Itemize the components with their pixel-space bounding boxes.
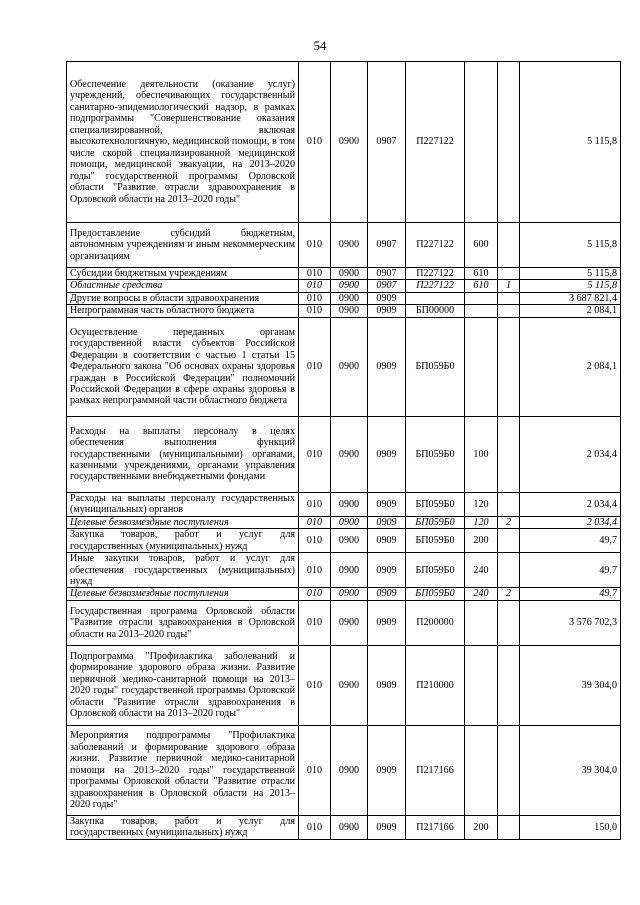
subsection-code: 0907 (368, 62, 406, 223)
row-name: Мероприятия подпрограммы "Профилактика заболеваний и формирование здорового образа жизни. Развитие первичной медико-санитарной помощи на 2013–2020 годы" государственной программы Орловской области "Развитие отрасли здравоохранения в Орловской области на 2013–2020 годы" (67, 725, 299, 815)
row-name: Предоставление субсидий бюджетным, автономным учреждениям и иным некоммерческим организациям (67, 223, 299, 268)
funding-source-code (498, 268, 520, 280)
subsection-code: 0909 (368, 645, 406, 725)
grbs-code: 010 (299, 492, 331, 516)
amount: 150,0 (520, 815, 621, 839)
expense-type-code: 600 (465, 223, 498, 268)
funding-source-code (498, 416, 520, 492)
expense-type-code: 100 (465, 416, 498, 492)
expense-type-code: 610 (465, 268, 498, 280)
subsection-code: 0909 (368, 492, 406, 516)
grbs-code: 010 (299, 553, 331, 588)
section-code: 0900 (331, 588, 368, 600)
subsection-code: 0909 (368, 317, 406, 416)
row-name: Областные средства (67, 280, 299, 292)
row-name: Осуществление переданных органам государственной власти субъектов Российской Федерации в соответствии с частью 1 статьи 15 Федерального закона "Об основах охраны здоровья граждан в Российской Федерации" полномочий Российской Федерации в сфере охраны здоровья в рамках непрограммной части областного бюджета (67, 317, 299, 416)
expense-type-code (465, 317, 498, 416)
expense-type-code: 240 (465, 553, 498, 588)
funding-source-code: 2 (498, 588, 520, 600)
section-code: 0900 (331, 529, 368, 553)
section-code: 0900 (331, 725, 368, 815)
table-row (67, 280, 621, 292)
grbs-code: 010 (299, 645, 331, 725)
section-code: 0900 (331, 317, 368, 416)
table-row (67, 416, 621, 492)
row-name: Иные закупки товаров, работ и услуг для обеспечения государственных (муниципальных) нужд (67, 553, 299, 588)
grbs-code: 010 (299, 588, 331, 600)
amount: 5 115,8 (520, 62, 621, 223)
row-name: Расходы на выплаты персоналу в целях обеспечения выполнения функций государственными (муниципальными) органами, казенными учреждениями, органами управления государственными внебюджетными фондами (67, 416, 299, 492)
grbs-code: 010 (299, 725, 331, 815)
funding-source-code (498, 223, 520, 268)
row-name: Расходы на выплаты персоналу государственных (муниципальных) органов (67, 492, 299, 516)
funding-source-code (498, 815, 520, 839)
expense-type-code (465, 292, 498, 304)
table-row (67, 317, 621, 416)
subsection-code: 0909 (368, 416, 406, 492)
amount: 3 576 702,3 (520, 600, 621, 645)
section-code: 0900 (331, 268, 368, 280)
subsection-code: 0909 (368, 815, 406, 839)
grbs-code: 010 (299, 292, 331, 304)
expense-type-code: 240 (465, 588, 498, 600)
amount: 5 115,8 (520, 223, 621, 268)
row-name: Обеспечение деятельности (оказание услуг) учреждений, обеспечивающих государственный санитарно-эпидемиологический надзор, в рамках подпрограммы "Совершенствование оказания специализированной, включая высокотехнологичную, медицинской помощи, в том числе скорой специализированной медицинской помощи, медицинской эвакуации, на 2013–2020 годы" государственной программы Орловской области "Развитие отрасли здравоохранения в Орловской области на 2013–2020 годы" (67, 62, 299, 223)
expense-type-code: 610 (465, 280, 498, 292)
subsection-code: 0909 (368, 553, 406, 588)
grbs-code: 010 (299, 516, 331, 528)
amount: 2 034,4 (520, 492, 621, 516)
amount: 2 084,1 (520, 317, 621, 416)
amount: 39 304,0 (520, 725, 621, 815)
subsection-code: 0907 (368, 268, 406, 280)
budget-table (66, 61, 621, 840)
table-row (67, 268, 621, 280)
amount: 2 034,4 (520, 516, 621, 528)
target-article-code: П227122 (406, 280, 465, 292)
section-code: 0900 (331, 600, 368, 645)
target-article-code: П227122 (406, 62, 465, 223)
expense-type-code (465, 645, 498, 725)
target-article-code: П227122 (406, 268, 465, 280)
grbs-code: 010 (299, 62, 331, 223)
amount: 49,7 (520, 529, 621, 553)
expense-type-code: 200 (465, 815, 498, 839)
target-article-code: П200000 (406, 600, 465, 645)
row-name: Другие вопросы в области здравоохранения (67, 292, 299, 304)
subsection-code: 0909 (368, 292, 406, 304)
subsection-code: 0909 (368, 516, 406, 528)
table-row (67, 305, 621, 317)
grbs-code: 010 (299, 815, 331, 839)
amount: 49,7 (520, 553, 621, 588)
amount: 2 084,1 (520, 305, 621, 317)
funding-source-code (498, 553, 520, 588)
subsection-code: 0909 (368, 588, 406, 600)
expense-type-code (465, 62, 498, 223)
subsection-code: 0907 (368, 223, 406, 268)
subsection-code: 0907 (368, 280, 406, 292)
section-code: 0900 (331, 62, 368, 223)
grbs-code: 010 (299, 529, 331, 553)
funding-source-code (498, 317, 520, 416)
row-name: Целевые безвозмездные поступления (67, 516, 299, 528)
target-article-code: П217166 (406, 815, 465, 839)
funding-source-code (498, 62, 520, 223)
subsection-code: 0909 (368, 305, 406, 317)
table-row (67, 725, 621, 815)
subsection-code: 0909 (368, 529, 406, 553)
funding-source-code (498, 529, 520, 553)
funding-source-code: 1 (498, 280, 520, 292)
section-code: 0900 (331, 553, 368, 588)
funding-source-code (498, 645, 520, 725)
amount: 39 304,0 (520, 645, 621, 725)
row-name: Государственная программа Орловской области "Развитие отрасли здравоохранения в Орловской области на 2013–2020 годы" (67, 600, 299, 645)
section-code: 0900 (331, 223, 368, 268)
subsection-code: 0909 (368, 600, 406, 645)
amount: 2 034,4 (520, 416, 621, 492)
amount: 3 687 821,4 (520, 292, 621, 304)
row-name: Закупка товаров, работ и услуг для государственных (муниципальных) нужд (67, 529, 299, 553)
section-code: 0900 (331, 416, 368, 492)
table-row (67, 492, 621, 516)
section-code: 0900 (331, 516, 368, 528)
amount: 5 115,8 (520, 268, 621, 280)
section-code: 0900 (331, 280, 368, 292)
page-number: 54 (313, 38, 327, 53)
funding-source-code: 2 (498, 516, 520, 528)
row-name: Субсидии бюджетным учреждениям (67, 268, 299, 280)
amount: 5 115,8 (520, 280, 621, 292)
row-name: Подпрограмма "Профилактика заболеваний и формирование здорового образа жизни. Развитие первичной медико-санитарной помощи на 2013–2020 годы" государственной программы Орловской области "Развитие отрасли здравоохранения в Орловской области на 2013–2020 годы" (67, 645, 299, 725)
target-article-code: БП059Б0 (406, 529, 465, 553)
funding-source-code (498, 725, 520, 815)
expense-type-code (465, 725, 498, 815)
subsection-code: 0909 (368, 725, 406, 815)
table-row (67, 516, 621, 528)
target-article-code: БП059Б0 (406, 553, 465, 588)
expense-type-code: 120 (465, 492, 498, 516)
target-article-code: П210000 (406, 645, 465, 725)
grbs-code: 010 (299, 305, 331, 317)
grbs-code: 010 (299, 317, 331, 416)
amount: 49,7 (520, 588, 621, 600)
target-article-code: БП059Б0 (406, 588, 465, 600)
row-name: Закупка товаров, работ и услуг для государственных (муниципальных) нужд (67, 815, 299, 839)
target-article-code: П217166 (406, 725, 465, 815)
target-article-code: БП059Б0 (406, 317, 465, 416)
section-code: 0900 (331, 492, 368, 516)
section-code: 0900 (331, 645, 368, 725)
funding-source-code (498, 492, 520, 516)
expense-type-code (465, 305, 498, 317)
table-row (67, 815, 621, 839)
table-row (67, 645, 621, 725)
grbs-code: 010 (299, 600, 331, 645)
table-row (67, 62, 621, 223)
target-article-code (406, 292, 465, 304)
table-row (67, 588, 621, 600)
target-article-code: П227122 (406, 223, 465, 268)
target-article-code: БП059Б0 (406, 516, 465, 528)
grbs-code: 010 (299, 268, 331, 280)
section-code: 0900 (331, 292, 368, 304)
target-article-code: БП059Б0 (406, 492, 465, 516)
target-article-code: БП059Б0 (406, 416, 465, 492)
expense-type-code (465, 600, 498, 645)
grbs-code: 010 (299, 223, 331, 268)
grbs-code: 010 (299, 280, 331, 292)
row-name: Целевые безвозмездные поступления (67, 588, 299, 600)
section-code: 0900 (331, 815, 368, 839)
row-name: Непрограммная часть областного бюджета (67, 305, 299, 317)
expense-type-code: 200 (465, 529, 498, 553)
table-row (67, 529, 621, 553)
section-code: 0900 (331, 305, 368, 317)
table-row (67, 600, 621, 645)
table-row (67, 292, 621, 304)
target-article-code: БП00000 (406, 305, 465, 317)
table-row (67, 223, 621, 268)
funding-source-code (498, 305, 520, 317)
grbs-code: 010 (299, 416, 331, 492)
expense-type-code: 120 (465, 516, 498, 528)
funding-source-code (498, 600, 520, 645)
funding-source-code (498, 292, 520, 304)
table-row (67, 553, 621, 588)
